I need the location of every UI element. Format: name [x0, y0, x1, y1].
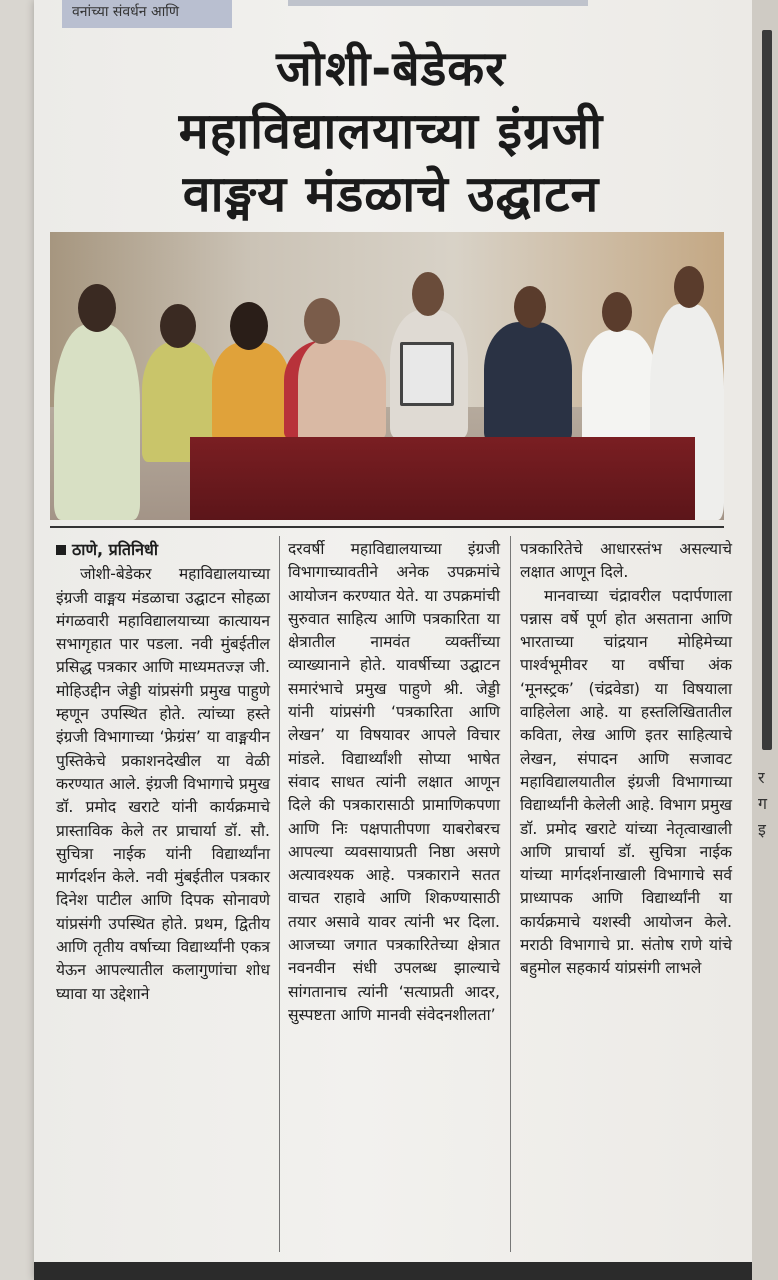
article-column-1 [56, 538, 270, 1006]
headline-line-1: जोशी-बेडेकर [276, 41, 506, 97]
event-photo [50, 232, 724, 520]
headline-line-3: वाङ्मय मंडळाचे उद्घाटन [182, 165, 600, 223]
person-4 [284, 340, 386, 440]
adjacent-text-fragment: र ग इ [758, 768, 768, 839]
person-1 [54, 324, 140, 520]
person-5-head [412, 272, 444, 316]
top-strip [288, 0, 588, 6]
article-paragraph-4: मानवाच्या चंद्रावरील पदार्पणाला पन्नास वर्षे पूर्ण होत असताना आणि भारताच्या चांद्रयान मोहिमेच्या पार्श्वभूमीवर या वर्षीचा अंक ‘मूनस्ट्रक’ (चंद्रवेडा) या विषयाला वाहिलेला आहे. या हस्तलिखितातील कविता, लेख आणि इतर साहित्याचे लेखन, संपादन आणि सजावट महाविद्यालयातील इंग्रजी विभागाच्या विद्यार्थ्यांनी केलेली आहे. विभाग प्रमुख डॉ. प्रमोद खराटे यांच्या नेतृत्वाखाली आणि प्राचार्या डॉ. सुचित्रा नाईक यांच्या मार्गदर्शनाखाली विभागाचे सर्व प्राध्यापक आणि विद्यार्थ्यांनी या कार्यक्रमाचे यशस्वी आयोजन केले. मराठी विभागाचे प्रा. संतोष राणे यांचे बहुमोल सहकार्य यांप्रसंगी लाभले [520, 586, 732, 978]
article-column-3 [520, 538, 732, 981]
person-7 [582, 330, 656, 446]
column-divider-1 [279, 536, 280, 1252]
article-column-2 [288, 538, 500, 1027]
booklet [400, 342, 454, 406]
previous-article-tab: वनांच्या संवर्धन आणि [62, 0, 232, 28]
person-6-head [514, 286, 546, 328]
article-paragraph-3: पत्रकारितेचे आधारस्तंभ असल्याचे लक्षात आणून दिले. [520, 540, 732, 582]
headline [46, 38, 736, 226]
person-2-head [160, 304, 196, 348]
person-6 [484, 322, 572, 442]
person-1-head [78, 284, 116, 332]
article-paragraph-2: दरवर्षी महाविद्यालयाच्या इंग्रजी विभागाच्यावतीने अनेक उपक्रमांचे आयोजन करण्यात येते. या उपक्रमांची सुरुवात साहित्य आणि पत्रकारिता या क्षेत्रातील नामवंत व्यक्तींच्या व्याख्यानाने होते. यावर्षीच्या उद्घाटन समारंभाचे प्रमुख पाहुणे श्री. जेड्डी यांनी यांप्रसंगी ‘पत्रकारिता आणि लेखन’ या विषयावर आपले विचार मांडले. विद्यार्थ्यांशी सोप्या भाषेत संवाद साधत त्यांनी लक्षात आणून दिले की पत्रकारासाठी प्रामाणिकपणा आणि निः पक्षपातीपणा याबरोबरच आपल्या व्यवसायाप्रती निष्ठा असणे अत्यावश्यक आहे. पत्रकाराने सतत वाचत राहावे आणि शिकण्यासाठी तयार असावे यावर त्यांनी भर दिला. आजच्या जगात पत्रकारितेच्या क्षेत्रात नवनवीन संधी उपलब्ध झाल्याचे सांगतानाच त्यांनी ‘सत्याप्रती आदर, सुस्पष्टता आणि मानवी संवेदनशीलता’ [288, 540, 500, 1024]
article-paragraph-1: जोशी-बेडेकर महाविद्यालयाच्या इंग्रजी वाङ्मय मंडळाचा उद्घाटन सोहळा मंगळवारी महाविद्यालयाच्या कात्यायन सभागृहात पार पडला. नवी मुंबईतील प्रसिद्ध पत्रकार आणि माध्यमतज्ज्ञ जी. मोहिउद्दीन जेड्डी यांप्रसंगी प्रमुख पाहुणे म्हणून उपस्थित होते. त्यांच्या हस्ते इंग्रजी विभागाच्या ‘फ्रेग्रंस’ या वाङ्मयीन पुस्तिकेचे प्रकाशनदेखील या वेळी करण्यात आले. इंग्रजी विभागाचे प्रमुख डॉ. प्रमोद खराटे यांनी कार्यक्रमाचे प्रास्ताविक केले तर प्राचार्या डॉ. सौ. सुचित्रा नाईक यांनी विद्यार्थ्यांना मार्गदर्शन केले. नवी मुंबईतील पत्रकार दिनेश पाटील आणि दिपक सोनावणे यांप्रसंगी उपस्थित होते. प्रथम, द्वितीय आणि तृतीय वर्षाच्या विद्यार्थ्यांनी एकत्र येऊन आपल्यातील कलागुणांचा शोध घ्यावा या उद्देशाने [56, 565, 270, 1003]
adjacent-page-edge [752, 0, 778, 1280]
person-8-head [674, 266, 704, 308]
person-7-head [602, 292, 632, 332]
square-bullet-icon [56, 545, 66, 555]
adjacent-photo-edge [762, 30, 772, 750]
person-4-head [304, 298, 340, 344]
column-divider-2 [510, 536, 511, 1252]
person-3-head [230, 302, 268, 350]
draped-table [190, 437, 695, 520]
dateline-text: ठाणे, प्रतिनिधी [72, 540, 159, 559]
headline-line-2: महाविद्यालयाच्या इंग्रजी [178, 102, 604, 160]
dateline [56, 538, 270, 561]
person-3 [212, 342, 290, 442]
photo-bottom-rule [50, 526, 724, 528]
page-bottom-edge [34, 1262, 752, 1280]
